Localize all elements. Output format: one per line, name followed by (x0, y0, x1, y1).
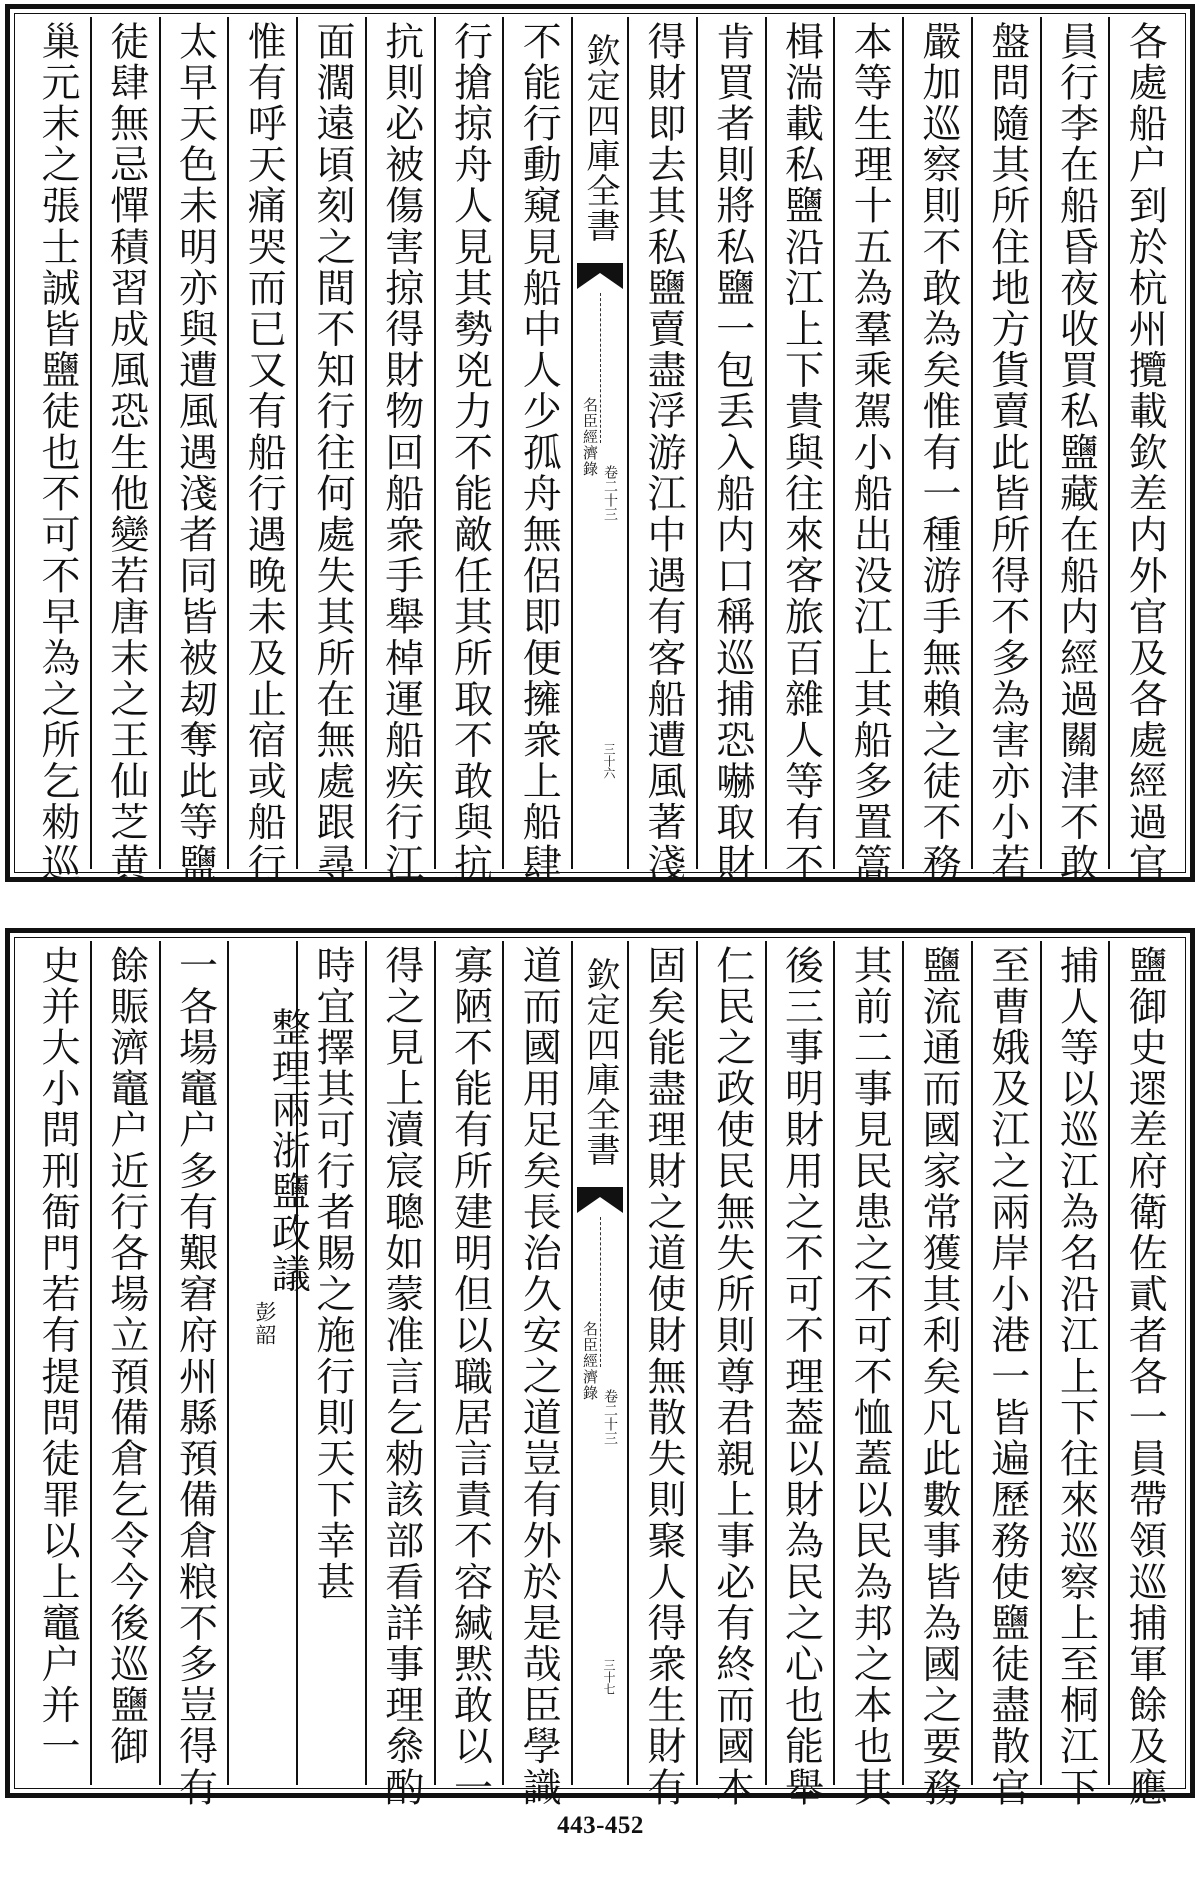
text-column: 史并大小問刑衙門若有提問徒罪以上竈户并一 (35, 945, 80, 1767)
text-column: 道而國用足矣長治久安之道豈有外於是哉臣學識 (502, 941, 571, 1785)
page-number: 443-452 (557, 1812, 644, 1839)
text-column: 捕人等以巡江為名沿江上下往來巡察上至桐江下 (1040, 941, 1109, 1785)
library-label: 欽定四庫全書 (580, 957, 620, 1167)
essay-author: 彭韶 (253, 1301, 277, 1347)
text-column: 仁民之政使民無失所則尊君親上事必有終而國本 (696, 941, 765, 1785)
text-column: 面濶遠頃刻之間不知行往何處失其所在無處跟尋 (296, 17, 365, 869)
fish-tail-icon (577, 263, 623, 289)
bottom-page-frame (5, 928, 1195, 1809)
text-column: 抗則必被傷害掠得財物回船衆手舉棹運船疾行江 (365, 17, 434, 869)
title-column (227, 941, 311, 1785)
fold-line (600, 293, 601, 443)
text-column: 盤問隨其所住地方貨賣此皆所得不多為害亦小若 (971, 17, 1040, 869)
library-label: 欽定四庫全書 (580, 33, 620, 243)
text-column: 徒肆無忌憚積習成風恐生他變若唐末之王仙芝黄 (90, 17, 159, 869)
text-column: 餘賑濟竈户近行各場立預備倉乞令今後巡鹽御 (90, 941, 159, 1785)
text-column: 鹽御史遝差府衛佐貳者各一員帶領巡捕軍餘及應 (1108, 941, 1177, 1785)
center-fold (571, 17, 627, 869)
text-column: 本等生理十五為羣乘駕小船出没江上其船多置篙 (833, 17, 902, 869)
text-column: 後三事明財用之不可不理葢以財為民之心也能舉 (765, 941, 834, 1785)
text-column: 得之見上瀆宸聰如蒙准言乞勑該部看詳事理叅酌 (365, 941, 434, 1785)
text-column: 時宜擇其可行者賜之施行則天下幸甚 (296, 941, 365, 1785)
top-page (0, 0, 1201, 890)
text-column: 惟有呼天痛哭而已又有船行遇晚未及止宿或船行 (227, 17, 296, 869)
text-column: 巢元末之張士誠皆鹽徒也不可不早為之所乞勑巡 (35, 21, 80, 885)
text-column: 得財即去其私鹽賣盡浮游江中遇有客船遭風著淺 (627, 17, 696, 869)
leaf-number: 三十七 (602, 1659, 616, 1695)
text-column: 不能行動窺見船中人少孤舟無侶即便擁衆上船肆 (502, 17, 571, 869)
text-column: 楫湍載私鹽沿江上下貴與往來客旅百雜人等有不 (765, 17, 834, 869)
text-column: 行搶掠舟人見其勢兇力不能敵任其所取不敢與抗 (434, 17, 503, 869)
text-column: 各處船户到於杭州攬載欽差内外官及各處經過官 (1108, 17, 1177, 869)
text-column: 員行李在船昏夜收買私鹽藏在船内經過關津不敢 (1040, 17, 1109, 869)
bottom-page (0, 928, 1201, 1808)
top-page-frame (5, 4, 1195, 885)
book-title: 名臣經濟錄 (581, 1321, 599, 1401)
text-column: 肯買者則將私鹽一包丢入船内口稱巡捕恐嚇取財 (696, 17, 765, 869)
center-fold (571, 941, 627, 1785)
juan-label: 卷二十三 (602, 465, 618, 521)
text-column: 鹽流通而國家常獲其利矣凡此數事皆為國之要務 (902, 941, 971, 1785)
bottom-columns (23, 941, 1177, 1809)
top-columns (23, 17, 1177, 885)
text-column: 太早天色未明亦與遭風遇淺者同皆被刼奪此等鹽 (159, 17, 228, 869)
text-column: 固矣能盡理財之道使財無散失則聚人得衆生財有 (627, 941, 696, 1785)
juan-label: 卷二十三 (602, 1389, 618, 1445)
text-column: 其前二事見民患之不可不恤蓋以民為邦之本也其 (833, 941, 902, 1785)
leaf-number: 三十六 (602, 743, 616, 779)
text-column: 嚴加巡察則不敢為矣惟有一種游手無賴之徒不務 (902, 17, 971, 869)
essay-title: 整理兩浙鹽政議 (265, 1007, 311, 1295)
book-title: 名臣經濟錄 (581, 397, 599, 477)
text-column: 寡陋不能有所建明但以職居言責不容緘黙敢以一 (434, 941, 503, 1785)
fish-tail-icon (577, 1187, 623, 1213)
text-column: 一各場竈户多有艱窘府州縣預備倉粮不多豈得有 (159, 941, 228, 1785)
text-column: 至曹娥及江之兩岸小港一皆遍歷務使鹽徒盡散官 (971, 941, 1040, 1785)
fold-line (600, 1217, 601, 1367)
